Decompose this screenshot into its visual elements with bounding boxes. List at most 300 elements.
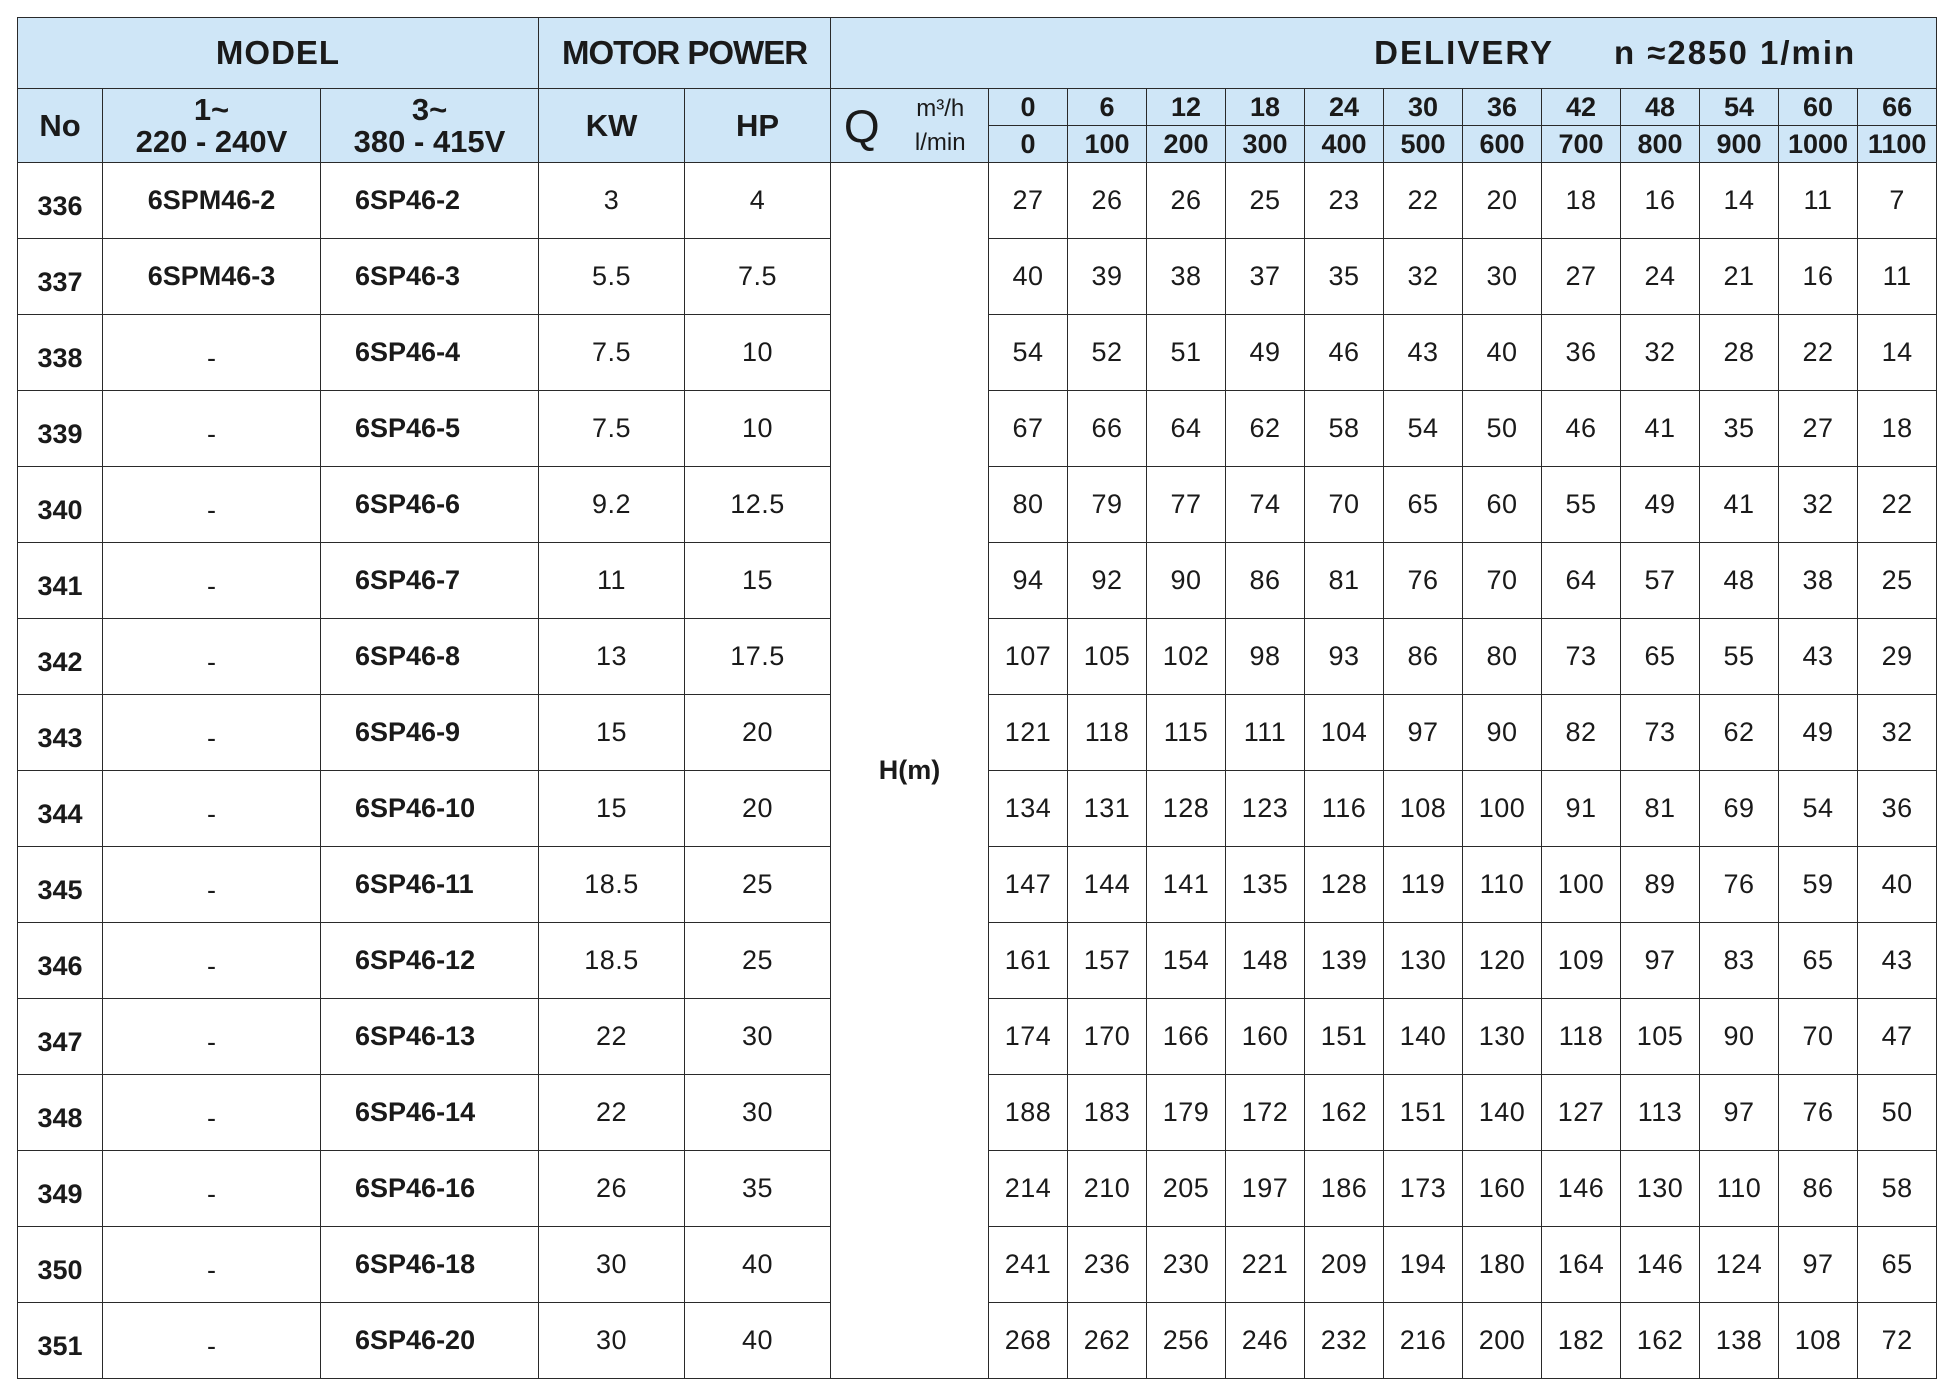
head-value: 124: [1700, 1227, 1779, 1303]
head-value: 82: [1542, 695, 1621, 771]
single-phase-model: -: [103, 543, 321, 619]
head-value: 40: [1858, 847, 1937, 923]
head-value: 144: [1068, 847, 1147, 923]
single-phase-model: -: [103, 619, 321, 695]
delivery-header: [831, 18, 1937, 89]
flow-lmin: 1100: [1858, 126, 1937, 163]
head-value: 100: [1542, 847, 1621, 923]
flow-m3h: 24: [1305, 89, 1384, 126]
flow-m3h: 36: [1463, 89, 1542, 126]
head-value: 140: [1384, 999, 1463, 1075]
three-phase-model: 6SP46-20: [321, 1303, 539, 1379]
head-value: 36: [1542, 315, 1621, 391]
hp-header: HP: [685, 89, 831, 163]
motor-hp: 17.5: [685, 619, 831, 695]
flow-m3h: 54: [1700, 89, 1779, 126]
three-phase-model: 6SP46-2: [321, 163, 539, 239]
single-phase-model: -: [103, 999, 321, 1075]
three-phase-voltage: 380 - 415V: [353, 123, 506, 159]
head-value: 262: [1068, 1303, 1147, 1379]
head-value: 141: [1147, 847, 1226, 923]
head-value: 51: [1147, 315, 1226, 391]
table-row: [18, 163, 1937, 239]
q-unit-m3h: m³/h: [916, 94, 965, 122]
head-value: 32: [1858, 695, 1937, 771]
head-value: 32: [1621, 315, 1700, 391]
motor-kw: 22: [539, 999, 685, 1075]
single-phase-model: -: [103, 1303, 321, 1379]
flow-lmin: 1000: [1779, 126, 1858, 163]
head-value: 27: [1542, 239, 1621, 315]
head-value: 83: [1700, 923, 1779, 999]
head-value: 110: [1463, 847, 1542, 923]
three-phase-model: 6SP46-3: [321, 239, 539, 315]
head-value: 76: [1384, 543, 1463, 619]
head-value: 121: [989, 695, 1068, 771]
head-value: 64: [1147, 391, 1226, 467]
head-value: 128: [1147, 771, 1226, 847]
head-value: 97: [1779, 1227, 1858, 1303]
head-value: 160: [1226, 999, 1305, 1075]
head-value: 174: [989, 999, 1068, 1075]
motor-kw: 30: [539, 1303, 685, 1379]
head-value: 216: [1384, 1303, 1463, 1379]
flow-lmin: 700: [1542, 126, 1621, 163]
head-value: 66: [1068, 391, 1147, 467]
single-phase-model: -: [103, 847, 321, 923]
head-value: 27: [989, 163, 1068, 239]
head-value: 76: [1700, 847, 1779, 923]
motor-power-header: MOTOR POWER: [539, 18, 831, 89]
head-value: 47: [1858, 999, 1937, 1075]
motor-kw: 7.5: [539, 391, 685, 467]
head-value: 80: [989, 467, 1068, 543]
head-value: 30: [1463, 239, 1542, 315]
head-value: 16: [1621, 163, 1700, 239]
single-phase-model: -: [103, 771, 321, 847]
motor-hp: 15: [685, 543, 831, 619]
three-phase-model: 6SP46-11: [321, 847, 539, 923]
flow-m3h: 6: [1068, 89, 1147, 126]
head-value: 73: [1542, 619, 1621, 695]
head-value: 16: [1779, 239, 1858, 315]
row-number: 343: [18, 695, 103, 771]
three-phase-model: 6SP46-12: [321, 923, 539, 999]
motor-hp: 40: [685, 1227, 831, 1303]
head-value: 86: [1226, 543, 1305, 619]
head-value: 268: [989, 1303, 1068, 1379]
head-value: 146: [1621, 1227, 1700, 1303]
head-value: 50: [1858, 1075, 1937, 1151]
head-value: 256: [1147, 1303, 1226, 1379]
head-value: 116: [1305, 771, 1384, 847]
head-value: 179: [1147, 1075, 1226, 1151]
row-number: 346: [18, 923, 103, 999]
head-value: 115: [1147, 695, 1226, 771]
motor-hp: 35: [685, 1151, 831, 1227]
head-value: 70: [1463, 543, 1542, 619]
head-value: 166: [1147, 999, 1226, 1075]
head-value: 59: [1779, 847, 1858, 923]
head-value: 41: [1621, 391, 1700, 467]
head-value: 97: [1700, 1075, 1779, 1151]
three-phase-model: 6SP46-14: [321, 1075, 539, 1151]
head-value: 28: [1700, 315, 1779, 391]
three-phase-model: 6SP46-6: [321, 467, 539, 543]
flow-m3h: 42: [1542, 89, 1621, 126]
head-value: 25: [1858, 543, 1937, 619]
head-value: 52: [1068, 315, 1147, 391]
head-value: 55: [1542, 467, 1621, 543]
head-value: 205: [1147, 1151, 1226, 1227]
head-value: 194: [1384, 1227, 1463, 1303]
flow-m3h: 48: [1621, 89, 1700, 126]
head-value: 58: [1858, 1151, 1937, 1227]
flow-m3h: 18: [1226, 89, 1305, 126]
head-value: 183: [1068, 1075, 1147, 1151]
single-phase-model: -: [103, 1075, 321, 1151]
head-value: 62: [1226, 391, 1305, 467]
row-number: 341: [18, 543, 103, 619]
single-phase-model: -: [103, 315, 321, 391]
head-value: 26: [1147, 163, 1226, 239]
head-value: 22: [1384, 163, 1463, 239]
head-value: 102: [1147, 619, 1226, 695]
head-value: 27: [1779, 391, 1858, 467]
head-value: 151: [1305, 999, 1384, 1075]
head-value: 11: [1779, 163, 1858, 239]
head-value: 41: [1700, 467, 1779, 543]
head-value: 62: [1700, 695, 1779, 771]
head-value: 147: [989, 847, 1068, 923]
head-value: 43: [1779, 619, 1858, 695]
motor-kw: 3: [539, 163, 685, 239]
single-phase-model: -: [103, 923, 321, 999]
motor-hp: 12.5: [685, 467, 831, 543]
three-phase-header: [321, 89, 539, 163]
head-value: 93: [1305, 619, 1384, 695]
head-value: 110: [1700, 1151, 1779, 1227]
single-phase-model: 6SPM46-3: [103, 239, 321, 315]
head-value: 65: [1621, 619, 1700, 695]
head-value: 64: [1542, 543, 1621, 619]
head-value: 200: [1463, 1303, 1542, 1379]
head-value: 14: [1858, 315, 1937, 391]
head-value: 135: [1226, 847, 1305, 923]
model-header: MODEL: [18, 18, 539, 89]
flow-m3h: 30: [1384, 89, 1463, 126]
head-value: 46: [1305, 315, 1384, 391]
motor-hp: 4: [685, 163, 831, 239]
head-value: 38: [1147, 239, 1226, 315]
head-value: 65: [1779, 923, 1858, 999]
pump-spec-table: [17, 17, 1937, 1379]
head-value: 22: [1779, 315, 1858, 391]
head-value: 86: [1384, 619, 1463, 695]
head-value: 23: [1305, 163, 1384, 239]
flow-m3h: 0: [989, 89, 1068, 126]
head-value: 49: [1779, 695, 1858, 771]
head-value: 94: [989, 543, 1068, 619]
head-value: 43: [1384, 315, 1463, 391]
head-value: 182: [1542, 1303, 1621, 1379]
head-value: 232: [1305, 1303, 1384, 1379]
head-value: 86: [1779, 1151, 1858, 1227]
motor-kw: 15: [539, 695, 685, 771]
head-value: 73: [1621, 695, 1700, 771]
motor-hp: 25: [685, 923, 831, 999]
row-number: 351: [18, 1303, 103, 1379]
head-value: 90: [1463, 695, 1542, 771]
single-phase-model: -: [103, 1227, 321, 1303]
row-number: 348: [18, 1075, 103, 1151]
head-value: 134: [989, 771, 1068, 847]
head-value: 128: [1305, 847, 1384, 923]
motor-hp: 30: [685, 1075, 831, 1151]
motor-kw: 9.2: [539, 467, 685, 543]
three-phase-model: 6SP46-9: [321, 695, 539, 771]
head-value: 49: [1621, 467, 1700, 543]
head-value: 130: [1463, 999, 1542, 1075]
motor-kw: 30: [539, 1227, 685, 1303]
head-value: 91: [1542, 771, 1621, 847]
head-value: 54: [1779, 771, 1858, 847]
table-body: [18, 163, 1937, 1379]
head-value: 67: [989, 391, 1068, 467]
head-value: 54: [989, 315, 1068, 391]
head-value: 98: [1226, 619, 1305, 695]
head-value: 21: [1700, 239, 1779, 315]
head-value: 236: [1068, 1227, 1147, 1303]
head-value: 24: [1621, 239, 1700, 315]
q-header: Q: [831, 89, 893, 163]
motor-kw: 7.5: [539, 315, 685, 391]
motor-kw: 22: [539, 1075, 685, 1151]
head-value: 105: [1621, 999, 1700, 1075]
head-value: 35: [1700, 391, 1779, 467]
flow-lmin: 900: [1700, 126, 1779, 163]
flow-lmin: 500: [1384, 126, 1463, 163]
head-value: 92: [1068, 543, 1147, 619]
head-value: 14: [1700, 163, 1779, 239]
head-value: 43: [1858, 923, 1937, 999]
three-phase-model: 6SP46-16: [321, 1151, 539, 1227]
head-value: 118: [1542, 999, 1621, 1075]
head-value: 79: [1068, 467, 1147, 543]
head-value: 130: [1384, 923, 1463, 999]
head-value: 39: [1068, 239, 1147, 315]
head-value: 214: [989, 1151, 1068, 1227]
head-value: 118: [1068, 695, 1147, 771]
head-label: H(m): [831, 163, 989, 1379]
flow-lmin: 200: [1147, 126, 1226, 163]
head-value: 241: [989, 1227, 1068, 1303]
head-value: 111: [1226, 695, 1305, 771]
head-value: 22: [1858, 467, 1937, 543]
kw-header: KW: [539, 89, 685, 163]
q-unit-lmin: l/min: [914, 128, 966, 156]
head-value: 80: [1463, 619, 1542, 695]
motor-kw: 18.5: [539, 923, 685, 999]
flow-lmin: 800: [1621, 126, 1700, 163]
head-value: 123: [1226, 771, 1305, 847]
row-number: 336: [18, 163, 103, 239]
head-value: 35: [1305, 239, 1384, 315]
row-number: 344: [18, 771, 103, 847]
head-value: 18: [1858, 391, 1937, 467]
head-value: 109: [1542, 923, 1621, 999]
flow-lmin: 400: [1305, 126, 1384, 163]
motor-hp: 10: [685, 391, 831, 467]
head-value: 29: [1858, 619, 1937, 695]
head-value: 11: [1858, 239, 1937, 315]
head-value: 69: [1700, 771, 1779, 847]
single-phase-model: -: [103, 467, 321, 543]
head-value: 108: [1384, 771, 1463, 847]
head-value: 146: [1542, 1151, 1621, 1227]
single-phase-symbol: 1~: [193, 91, 230, 127]
head-value: 162: [1305, 1075, 1384, 1151]
three-phase-model: 6SP46-13: [321, 999, 539, 1075]
motor-hp: 25: [685, 847, 831, 923]
head-value: 72: [1858, 1303, 1937, 1379]
head-value: 18: [1542, 163, 1621, 239]
head-value: 246: [1226, 1303, 1305, 1379]
motor-kw: 26: [539, 1151, 685, 1227]
motor-hp: 20: [685, 695, 831, 771]
three-phase-model: 6SP46-4: [321, 315, 539, 391]
single-phase-header: [103, 89, 321, 163]
head-value: 221: [1226, 1227, 1305, 1303]
head-value: 127: [1542, 1075, 1621, 1151]
head-value: 188: [989, 1075, 1068, 1151]
head-value: 54: [1384, 391, 1463, 467]
head-value: 90: [1147, 543, 1226, 619]
flow-lmin: 100: [1068, 126, 1147, 163]
head-value: 46: [1542, 391, 1621, 467]
head-value: 70: [1305, 467, 1384, 543]
head-value: 48: [1700, 543, 1779, 619]
flow-m3h: 60: [1779, 89, 1858, 126]
motor-kw: 5.5: [539, 239, 685, 315]
head-value: 138: [1700, 1303, 1779, 1379]
row-number: 339: [18, 391, 103, 467]
head-value: 105: [1068, 619, 1147, 695]
row-number: 349: [18, 1151, 103, 1227]
single-phase-model: 6SPM46-2: [103, 163, 321, 239]
head-value: 49: [1226, 315, 1305, 391]
motor-hp: 40: [685, 1303, 831, 1379]
three-phase-model: 6SP46-7: [321, 543, 539, 619]
row-number: 350: [18, 1227, 103, 1303]
single-phase-voltage: 220 - 240V: [135, 123, 288, 159]
flow-lmin: 0: [989, 126, 1068, 163]
head-value: 186: [1305, 1151, 1384, 1227]
head-value: 60: [1463, 467, 1542, 543]
speed-label: n ≈2850 1/min: [1613, 34, 1857, 71]
head-value: 104: [1305, 695, 1384, 771]
head-value: 81: [1305, 543, 1384, 619]
no-header: No: [18, 89, 103, 163]
head-value: 139: [1305, 923, 1384, 999]
flow-m3h: 66: [1858, 89, 1937, 126]
head-value: 157: [1068, 923, 1147, 999]
three-phase-model: 6SP46-18: [321, 1227, 539, 1303]
motor-hp: 20: [685, 771, 831, 847]
head-value: 20: [1463, 163, 1542, 239]
motor-hp: 7.5: [685, 239, 831, 315]
head-value: 148: [1226, 923, 1305, 999]
row-number: 347: [18, 999, 103, 1075]
head-value: 65: [1858, 1227, 1937, 1303]
three-phase-symbol: 3~: [411, 91, 448, 127]
motor-kw: 18.5: [539, 847, 685, 923]
row-number: 345: [18, 847, 103, 923]
head-value: 108: [1779, 1303, 1858, 1379]
head-value: 97: [1621, 923, 1700, 999]
head-value: 36: [1858, 771, 1937, 847]
head-value: 7: [1858, 163, 1937, 239]
head-value: 209: [1305, 1227, 1384, 1303]
motor-hp: 10: [685, 315, 831, 391]
head-value: 90: [1700, 999, 1779, 1075]
motor-kw: 11: [539, 543, 685, 619]
motor-kw: 15: [539, 771, 685, 847]
head-value: 131: [1068, 771, 1147, 847]
head-value: 25: [1226, 163, 1305, 239]
head-value: 172: [1226, 1075, 1305, 1151]
head-value: 119: [1384, 847, 1463, 923]
head-value: 32: [1779, 467, 1858, 543]
three-phase-model: 6SP46-10: [321, 771, 539, 847]
head-value: 57: [1621, 543, 1700, 619]
head-value: 170: [1068, 999, 1147, 1075]
head-value: 40: [989, 239, 1068, 315]
head-value: 164: [1542, 1227, 1621, 1303]
flow-m3h: 12: [1147, 89, 1226, 126]
head-value: 160: [1463, 1151, 1542, 1227]
head-value: 89: [1621, 847, 1700, 923]
row-number: 340: [18, 467, 103, 543]
three-phase-model: 6SP46-5: [321, 391, 539, 467]
head-value: 154: [1147, 923, 1226, 999]
single-phase-model: -: [103, 695, 321, 771]
single-phase-model: -: [103, 1151, 321, 1227]
motor-kw: 13: [539, 619, 685, 695]
head-value: 37: [1226, 239, 1305, 315]
head-value: 107: [989, 619, 1068, 695]
q-units: [893, 89, 989, 163]
head-value: 81: [1621, 771, 1700, 847]
head-value: 58: [1305, 391, 1384, 467]
head-value: 70: [1779, 999, 1858, 1075]
row-number: 337: [18, 239, 103, 315]
flow-lmin: 300: [1226, 126, 1305, 163]
head-value: 230: [1147, 1227, 1226, 1303]
head-value: 100: [1463, 771, 1542, 847]
head-value: 65: [1384, 467, 1463, 543]
head-value: 140: [1463, 1075, 1542, 1151]
delivery-label: DELIVERY: [1374, 34, 1554, 71]
head-value: 210: [1068, 1151, 1147, 1227]
flow-lmin: 600: [1463, 126, 1542, 163]
three-phase-model: 6SP46-8: [321, 619, 539, 695]
head-value: 130: [1621, 1151, 1700, 1227]
head-value: 55: [1700, 619, 1779, 695]
head-value: 180: [1463, 1227, 1542, 1303]
single-phase-model: -: [103, 391, 321, 467]
head-value: 120: [1463, 923, 1542, 999]
